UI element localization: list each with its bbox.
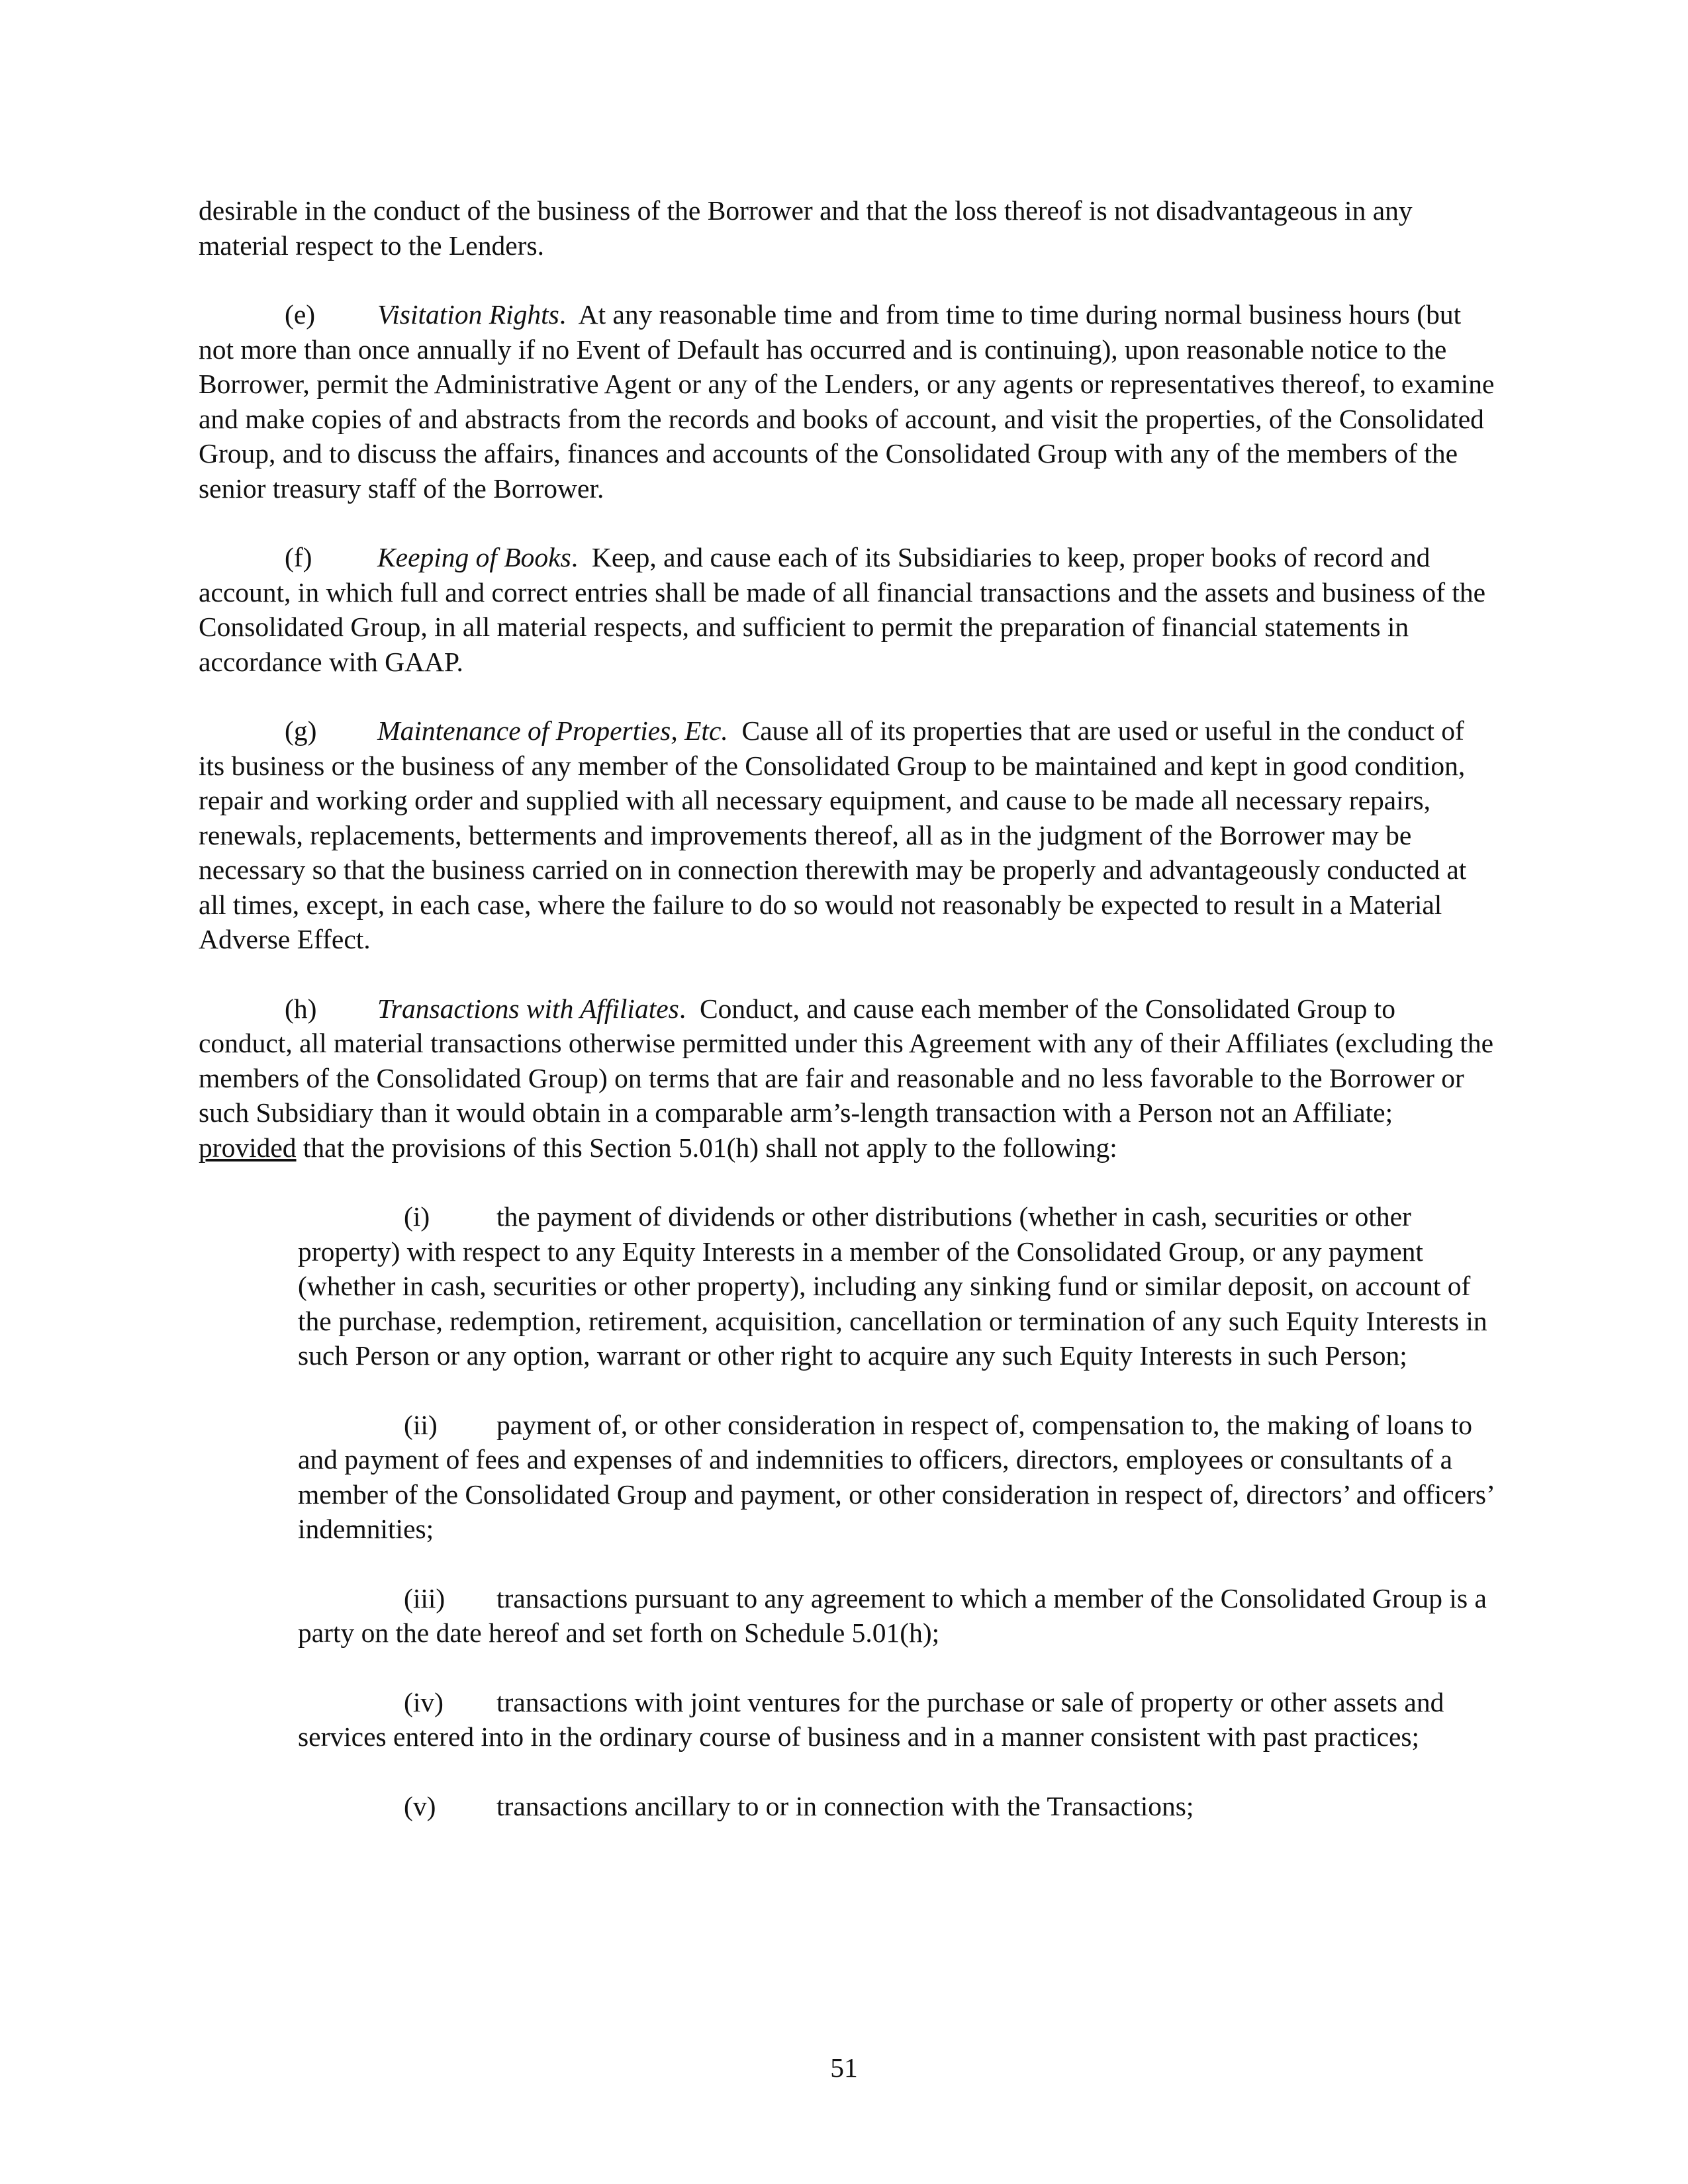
- section-h-number: (h): [285, 993, 317, 1024]
- subsection-iv-text: transactions with joint ventures for the purchase or sale of property or other assets and services entered into in the ordinary course of business and in a manner consistent with past practices;: [298, 1686, 1444, 1752]
- subsection-v-text: transactions ancillary to or in connection with the Transactions;: [496, 1790, 1194, 1821]
- section-f-body: Keep, and cause each of its Subsidiaries to keep, proper books of record and account, in which full and correct entries shall be made of all financial transactions and the assets and business of the Consolidated Group, in all material respects, and sufficient to permit the preparation of financial statements in accordance with GAAP.: [199, 542, 1486, 677]
- section-e: [199, 297, 1496, 506]
- subsection-ii-text: payment of, or other consideration in respect of, compensation to, the making of loans to and payment of fees and expenses of and indemnities to officers, directors, employees or consultants of a member of the Consolidated Group and payment, or other consideration in respect of, directors’ and officers’ indemnities;: [298, 1409, 1493, 1544]
- subsection-iii-text: transactions pursuant to any agreement to which a member of the Consolidated Group is a party on the date hereof and set forth on Schedule 5.01(h);: [298, 1582, 1487, 1648]
- section-h: [199, 991, 1496, 1165]
- subsection-i-number: (i): [404, 1201, 430, 1232]
- subsection-iv-number: (iv): [404, 1686, 444, 1717]
- section-e-title: Visitation Rights: [377, 299, 559, 330]
- subsection-v-number: (v): [404, 1790, 436, 1821]
- section-f-title: Keeping of Books: [377, 542, 571, 572]
- section-g-title: Maintenance of Properties, Etc.: [377, 715, 728, 746]
- provided-term: provided: [199, 1132, 297, 1163]
- section-h-body-after: that the provisions of this Section 5.01(h) shall not apply to the following:: [303, 1132, 1117, 1163]
- subsection-i: [298, 1199, 1496, 1373]
- subsection-ii: [298, 1408, 1496, 1547]
- section-f-number: (f): [285, 542, 312, 572]
- section-g: [199, 713, 1496, 957]
- section-g-number: (g): [285, 715, 317, 746]
- continuation-paragraph: desirable in the conduct of the business of the Borrower and that the loss thereof is not disadvantageous in any material respect to the Lenders.: [199, 195, 1413, 261]
- subsection-iii: [298, 1581, 1496, 1651]
- section-f: [199, 540, 1496, 679]
- section-f-title-suffix: .: [571, 542, 579, 572]
- page-number: 51: [830, 2052, 858, 2083]
- section-g-body: Cause all of its properties that are used or useful in the conduct of its business or the business of any member of the Consolidated Group to be maintained and kept in good condition, repair and working order and supplied with all necessary equipment, and cause to be made all necessary repairs, renewals, replacements, betterments and improvements thereof, all as in the judgment of the Borrower may be necessary so that the business carried on in connection therewith may be properly and advantageously conducted at all times, except, in each case, where the failure to do so would not reasonably be expected to result in a Material Adverse Effect.: [199, 715, 1467, 954]
- section-h-title: Transactions with Affiliates: [377, 993, 679, 1024]
- section-e-number: (e): [285, 299, 316, 330]
- subsection-iv: [298, 1685, 1496, 1754]
- section-e-body: At any reasonable time and from time to time during normal business hours (but not more than once annually if no Event of Default has occurred and is continuing), upon reasonable notice to the Borrower, permit the Administrative Agent or any of the Lenders, or any agents or representatives thereof, to examine and make copies of and abstracts from the records and books of account, and visit the properties, of the Consolidated Group, and to discuss the affairs, finances and accounts of the Consolidated Group with any of the members of the senior treasury staff of the Borrower.: [199, 299, 1495, 504]
- section-h-body-before: Conduct, and cause each member of the Consolidated Group to conduct, all material transactions otherwise permitted under this Agreement with any of their Affiliates (excluding the members of the Consolidated Group) on terms that are fair and reasonable and no less favorable to the Borrower or such Subsidiary than it would obtain in a comparable arm’s-length transaction with a Person not an Affiliate;: [199, 993, 1494, 1128]
- section-h-title-suffix: .: [679, 993, 686, 1024]
- document-page: [199, 193, 1496, 1858]
- subsection-i-text: the payment of dividends or other distributions (whether in cash, securities or other property) with respect to any Equity Interests in a member of the Consolidated Group, or any payment (whether in cash, securities or other property), including any sinking fund or similar deposit, on account of the purchase, redemption, retirement, acquisition, cancellation or termination of any such Equity Interests in such Person or any option, warrant or other right to acquire any such Equity Interests in such Person;: [298, 1201, 1487, 1371]
- subsection-v: [298, 1789, 1496, 1824]
- subsection-ii-number: (ii): [404, 1409, 438, 1440]
- section-e-title-suffix: .: [559, 299, 567, 330]
- subsection-iii-number: (iii): [404, 1582, 445, 1614]
